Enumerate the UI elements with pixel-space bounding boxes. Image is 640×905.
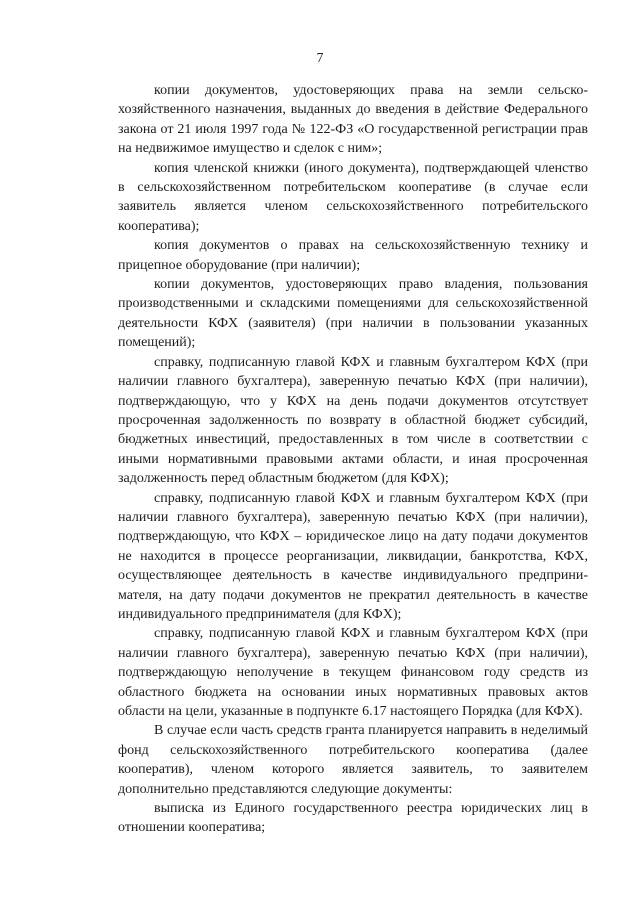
paragraph-reorganization-certificate: справку, подписанную главой КФХ и главным бухгалтером КФХ (при наличии главного бухгалтера), заверенную печатью КФХ (при наличии), подтверждающую, что КФХ – юридическое лицо на дату подачи документов не находится в процессе реорганизации, ликвидации, банкротства, КФХ, осуществляющее деятельность в качестве индивидуального предприни-мателя, на дату подачи документов не прекратил деятельность в качестве индивидуального предпринимателя (для КФХ); <box>118 490 588 622</box>
paragraph-non-receipt-certificate: справку, подписанную главой КФХ и главным бухгалтером КФХ (при наличии главного бухгалтера), заверенную печатью КФХ (при наличии), подтверждающую неполучение в текущем финансовом году средств из областного бюджета на основании иных нормативных правовых актов области на цели, указанные в подпункте 6.17 настоящего Порядка (для КФХ). <box>118 626 588 719</box>
page-number: 7 <box>316 50 324 65</box>
paragraph-membership-book: копия членской книжки (иного документа), подтверждающей членство в сельскохозяйственном потребительском кооперативе (в случае если заявитель является членом сельскохозяйственного потребительского кооператива); <box>118 160 588 234</box>
paragraph-machinery-rights: копия документов о правах на сельскохозяйственную технику и прицепное оборудование (при наличии); <box>118 238 588 273</box>
paragraph-cooperative-fund: В случае если часть средств гранта планируется направить в неделимый фонд сельскохозяйственного потребительского кооператива (далее кооператив), членом которого является заявитель, то заявителем дополнительно представляются следующие документы: <box>118 723 588 797</box>
paragraph-registry-extract: выписка из Единого государственного реестра юридических лиц в отношении кооператива; <box>118 801 588 836</box>
paragraph-land-documents: копии документов, удостоверяющих права на земли сельско-хозяйственного назначения, выданных до введения в действие Федерального закона от 21 июля 1997 года № 122-ФЗ «О государственной регистрации прав на недвижимое имущество и сделок с ним»; <box>118 83 588 157</box>
document-body <box>118 81 588 838</box>
paragraph-debt-certificate: справку, подписанную главой КФХ и главным бухгалтером КФХ (при наличии главного бухгалтера), заверенную печатью КФХ (при наличии), подтверждающую, что у КФХ на день подачи документов отсутствует просроченная задолженность по возврату в областной бюджет субсидий, бюджетных инвестиций, предоставленных в том числе в соответствии с иными нормативными правовыми актами области, и иная просроченная задолженность перед областным бюджетом (для КФХ); <box>118 354 588 487</box>
paragraph-premises-rights: копии документов, удостоверяющих право владения, пользования производственными и складскими помещениями для сельскохозяйственной деятельности КФХ (заявителя) (при наличии в пользовании указанных помещений); <box>118 277 588 351</box>
